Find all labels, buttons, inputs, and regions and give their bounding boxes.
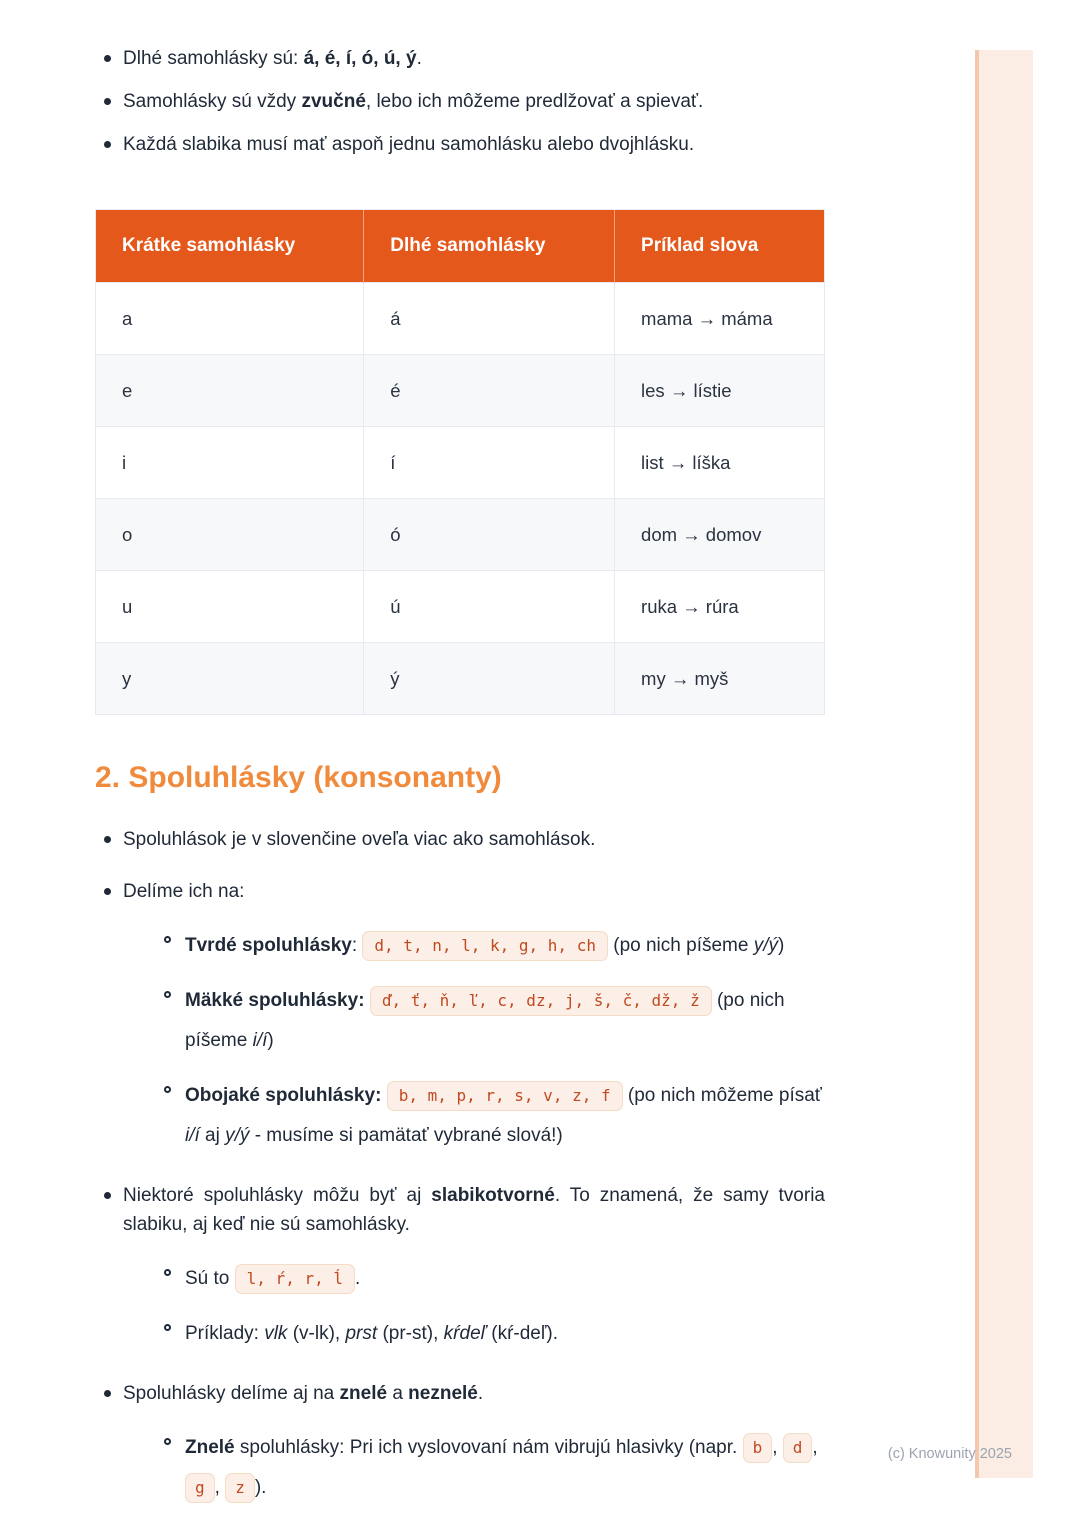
bullet-ring-icon — [164, 1086, 171, 1093]
text-segment: ) — [778, 935, 785, 956]
text-segment: spoluhlásky: Pri ich vyslovovaní nám vibrujú hlasivky (napr. — [234, 1437, 743, 1458]
table-row — [96, 283, 825, 355]
list-item — [162, 1314, 825, 1354]
section-title: 2. Spoluhlásky (konsonanty) — [95, 761, 502, 794]
italic-text: prst — [345, 1323, 378, 1344]
italic-text: kŕdeľ — [443, 1323, 486, 1344]
bold-text: Obojaké spoluhlásky: — [185, 1085, 382, 1106]
bold-text: Znelé — [185, 1437, 235, 1458]
text-segment: Delíme ich na: — [123, 881, 245, 902]
text-segment: (po nich píšeme — [185, 990, 785, 1051]
section-bullet-list — [95, 825, 825, 1510]
inline-code: d — [783, 1433, 813, 1463]
list-item — [95, 44, 825, 73]
decorative-side-stripe — [975, 50, 1033, 1478]
text-segment: Spoluhlásky delíme aj na — [123, 1383, 340, 1404]
bold-text: Tvrdé spoluhlásky — [185, 935, 352, 956]
bullet-text — [185, 981, 825, 1061]
table-header-cell: Príklad slova — [615, 210, 825, 283]
text-segment: , — [772, 1437, 783, 1458]
text-segment: . To znamená, že samy tvoria slabiku, aj keď nie sú samohlásky. — [123, 1185, 825, 1235]
bullet-text: Spoluhlások je v slovenčine oveľa viac ako samohlások. — [123, 829, 596, 850]
bullet-marker — [95, 877, 123, 895]
table-cell: dom → domov — [615, 499, 825, 571]
text-segment: (kŕ-deľ). — [485, 1323, 559, 1344]
text-segment: , lebo ich môžeme predlžovať a spievať. — [365, 91, 704, 112]
text-segment: Sú to — [185, 1268, 235, 1289]
table-header-cell: Krátke samohlásky — [96, 210, 364, 283]
text-segment: (po nich môžeme písať — [622, 1085, 822, 1106]
italic-text: i/í — [185, 1125, 200, 1146]
table-cell: u — [96, 571, 364, 643]
list-item — [95, 825, 825, 854]
table-cell: o — [96, 499, 364, 571]
bold-text: Mäkké spoluhlásky: — [185, 990, 365, 1011]
inline-code: l, ŕ, r, ĺ — [235, 1264, 355, 1294]
table-cell: ruka → rúra — [615, 571, 825, 643]
bullet-ring-icon — [164, 1324, 171, 1331]
italic-text: i/í — [252, 1030, 268, 1051]
table-cell: ó — [364, 499, 615, 571]
bullet-marker — [95, 1379, 123, 1397]
intro-bullet-list — [95, 44, 825, 159]
bullet-dot-icon — [104, 1390, 111, 1397]
inline-code: b — [743, 1433, 773, 1463]
vowel-table — [95, 209, 825, 715]
inline-code: ď, ť, ň, ľ, c, dz, j, š, č, dž, ž — [370, 986, 712, 1016]
bold-text: zvučné — [301, 91, 366, 112]
sub-bullet-list — [162, 926, 825, 1156]
bullet-marker — [162, 926, 185, 943]
bullet-marker — [162, 981, 185, 998]
table-cell: a — [96, 283, 364, 355]
bullet-marker — [162, 1428, 185, 1445]
list-item — [162, 1076, 825, 1156]
document-content — [95, 44, 825, 1528]
copyright-notice: (c) Knowunity 2025 — [887, 1446, 1012, 1462]
bullet-dot-icon — [104, 55, 111, 62]
bullet-marker — [95, 87, 123, 105]
inline-code: b, m, p, r, s, v, z, f — [387, 1081, 623, 1111]
bullet-ring-icon — [164, 1438, 171, 1445]
italic-text: vlk — [264, 1323, 288, 1344]
paragraph — [123, 1181, 825, 1239]
bullet-text — [185, 1314, 825, 1354]
text-segment: ). — [254, 1477, 267, 1498]
text-segment: a — [387, 1383, 409, 1404]
bullet-text: Každá slabika musí mať aspoň jednu samohlásku alebo dvojhlásku. — [123, 134, 695, 155]
bullet-text — [185, 926, 825, 966]
bullet-marker — [95, 825, 123, 843]
table-cell: les → lístie — [615, 355, 825, 427]
text-segment: Dlhé samohlásky sú: — [123, 48, 304, 69]
sub-bullet-list — [162, 1428, 825, 1508]
text-segment: ) — [267, 1030, 274, 1051]
text-segment: , — [214, 1477, 226, 1498]
inline-code: d, t, n, l, k, g, h, ch — [362, 931, 608, 961]
list-item — [95, 87, 825, 116]
sub-bullet-list — [162, 1259, 825, 1354]
list-item — [95, 877, 825, 1158]
text-segment: Príklady: — [185, 1323, 265, 1344]
text-segment: . — [354, 1268, 361, 1289]
list-item — [95, 1379, 825, 1510]
bullet-ring-icon — [164, 991, 171, 998]
bullet-dot-icon — [104, 1192, 111, 1199]
text-segment: - musíme si pamätať vybrané slová!) — [249, 1125, 563, 1146]
table-cell: my → myš — [615, 643, 825, 715]
table-cell: ú — [364, 571, 615, 643]
table-header-cell: Dlhé samohlásky — [364, 210, 615, 283]
list-item — [162, 1428, 825, 1508]
bullet-ring-icon — [164, 1269, 171, 1276]
table-header-row — [96, 210, 825, 283]
table-cell: list → líška — [615, 427, 825, 499]
bullet-text — [123, 1181, 825, 1356]
table-cell: mama → máma — [615, 283, 825, 355]
bullet-dot-icon — [104, 836, 111, 843]
bullet-dot-icon — [104, 888, 111, 895]
text-segment: : — [351, 935, 363, 956]
italic-text: y/ý — [225, 1125, 250, 1146]
text-segment: . — [477, 1383, 484, 1404]
list-item — [162, 926, 825, 966]
text-segment: aj — [199, 1125, 226, 1146]
bullet-ring-icon — [164, 936, 171, 943]
italic-text: y/ý — [753, 935, 778, 956]
text-segment: (po nich píšeme — [607, 935, 754, 956]
table-cell: y — [96, 643, 364, 715]
table-row — [96, 355, 825, 427]
bullet-text — [123, 1379, 825, 1510]
text-segment: (pr-st), — [377, 1323, 444, 1344]
bullet-text — [123, 44, 825, 73]
text-segment: Samohlásky sú vždy — [123, 91, 302, 112]
inline-code: g — [185, 1473, 215, 1503]
text-segment: , — [812, 1437, 818, 1458]
text-segment — [381, 1085, 386, 1106]
bullet-text — [123, 877, 825, 1158]
bullet-text — [123, 87, 825, 116]
text-segment: Niektoré spoluhlásky môžu byť aj — [123, 1185, 432, 1206]
bullet-marker — [162, 1076, 185, 1093]
bullet-marker — [95, 44, 123, 62]
table-cell: á — [364, 283, 615, 355]
text-segment: . — [416, 48, 422, 69]
list-item — [162, 1259, 825, 1299]
list-item — [95, 130, 825, 159]
bullet-marker — [162, 1314, 185, 1331]
table-row — [96, 643, 825, 715]
list-item — [95, 1181, 825, 1356]
table-cell: í — [364, 427, 615, 499]
bold-text: neznelé — [408, 1383, 478, 1404]
table-cell: ý — [364, 643, 615, 715]
bullet-marker — [162, 1259, 185, 1276]
inline-code: z — [225, 1473, 255, 1503]
table-row — [96, 427, 825, 499]
bold-text: slabikotvorné — [431, 1185, 555, 1206]
bullet-text — [185, 1428, 825, 1508]
bullet-dot-icon — [104, 98, 111, 105]
table-cell: i — [96, 427, 364, 499]
table-cell: e — [96, 355, 364, 427]
bullet-marker — [95, 130, 123, 148]
bullet-text — [185, 1259, 825, 1299]
bullet-text — [185, 1076, 825, 1156]
bold-text: á, é, í, ó, ú, ý — [303, 48, 417, 69]
bullet-marker — [95, 1181, 123, 1199]
list-item — [162, 981, 825, 1061]
text-segment: (v-lk), — [287, 1323, 346, 1344]
table-row — [96, 499, 825, 571]
bullet-dot-icon — [104, 141, 111, 148]
table-row — [96, 571, 825, 643]
bold-text: znelé — [339, 1383, 388, 1404]
table-cell: é — [364, 355, 615, 427]
